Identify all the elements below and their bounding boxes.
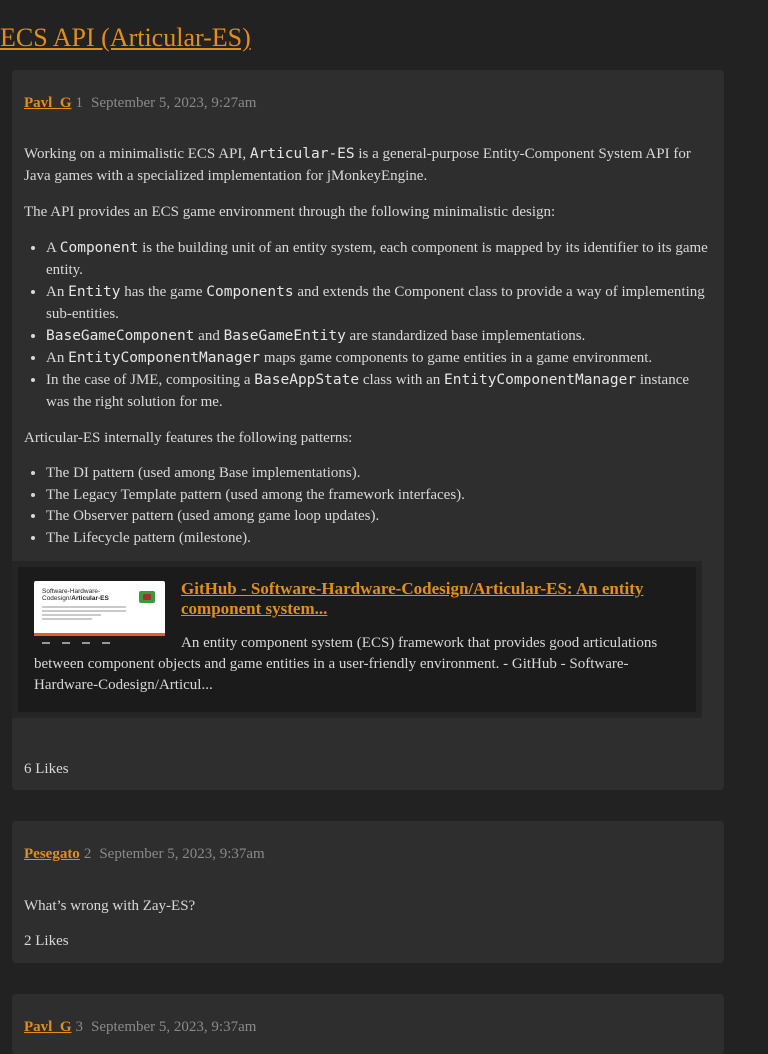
post-date[interactable]: September 5, 2023, 9:27am bbox=[91, 95, 257, 111]
list-item: • An EntityComponentManager maps game components to game entities in a game environment. bbox=[46, 347, 708, 369]
likes-count[interactable]: 2 Likes bbox=[24, 933, 69, 949]
list-item: • BaseGameComponent and BaseGameEntity are standardized base implementations. bbox=[46, 325, 708, 347]
list-item: • An Entity has the game Components and extends the Component class to provide a way of implementing sub-entities. bbox=[46, 281, 708, 325]
thumbnail-text-lines bbox=[42, 606, 126, 622]
post-author-link[interactable]: Pavl_G bbox=[24, 1019, 72, 1035]
topic-title-link[interactable]: ECS API (Articular-ES) bbox=[0, 23, 251, 52]
post-2 bbox=[12, 821, 724, 963]
post-number: 3 bbox=[75, 1019, 83, 1035]
list-item: • The Observer pattern (used among game loop updates). bbox=[46, 506, 708, 528]
repo-thumbnail[interactable] bbox=[34, 581, 165, 636]
thumbnail-language-bar bbox=[34, 633, 165, 636]
post-date[interactable]: September 5, 2023, 9:37am bbox=[91, 1019, 257, 1035]
repo-logo-icon bbox=[139, 591, 155, 603]
design-intro: The API provides an ECS game environment through the following minimalistic design: bbox=[24, 204, 556, 220]
intro-paragraph: Working on a minimalistic ECS API, Articular-ES is a general-purpose Entity-Component System API for Java games with a specialized implementation for jMonkeyEngine. bbox=[24, 146, 691, 184]
post-body bbox=[24, 143, 708, 718]
list-item: • The DI pattern (used among Base implementations). bbox=[46, 463, 708, 485]
list-item: • The Lifecycle pattern (milestone). bbox=[46, 528, 708, 550]
patterns-intro: Articular-ES internally features the following patterns: bbox=[24, 430, 353, 446]
thumbnail-stats bbox=[42, 629, 152, 632]
link-preview-card[interactable] bbox=[12, 561, 702, 718]
inline-code: Articular-ES bbox=[249, 146, 355, 162]
link-preview-title[interactable]: GitHub - Software-Hardware-Codesign/Articular-ES: An entity component system... bbox=[181, 579, 644, 618]
post-1 bbox=[12, 70, 724, 790]
post-meta bbox=[24, 1017, 256, 1037]
list-item: • A Component is the building unit of an entity system, each component is mapped by its identifier to its game entity. bbox=[46, 237, 708, 281]
post-text: What’s wrong with Zay-ES? bbox=[24, 898, 196, 914]
post-meta bbox=[24, 93, 256, 113]
list-item: • In the case of JME, compositing a BaseAppState class with an EntityComponentManager instance was the right solution for me. bbox=[46, 369, 708, 413]
link-preview-description: An entity component system (ECS) framework that provides good articulations between component objects and game entities in a user-friendly environment. - GitHub - Software-Hardware-Codesign/Articul... bbox=[34, 635, 658, 693]
likes-count[interactable]: 6 Likes bbox=[24, 761, 69, 777]
design-list bbox=[24, 237, 708, 413]
post-number: 1 bbox=[75, 95, 83, 111]
thumbnail-title: Software-Hardware- Codesign/Articular-ES bbox=[42, 588, 109, 602]
list-item: • The Legacy Template pattern (used among the framework interfaces). bbox=[46, 485, 708, 507]
post-number: 2 bbox=[83, 846, 92, 862]
post-meta bbox=[24, 844, 265, 864]
post-body bbox=[24, 895, 708, 931]
post-author-link[interactable]: Pesegato bbox=[24, 846, 80, 862]
patterns-list bbox=[24, 463, 708, 549]
post-author-link[interactable]: Pavl_G bbox=[24, 95, 72, 111]
post-3 bbox=[12, 994, 724, 1054]
post-date[interactable]: September 5, 2023, 9:37am bbox=[99, 846, 265, 862]
